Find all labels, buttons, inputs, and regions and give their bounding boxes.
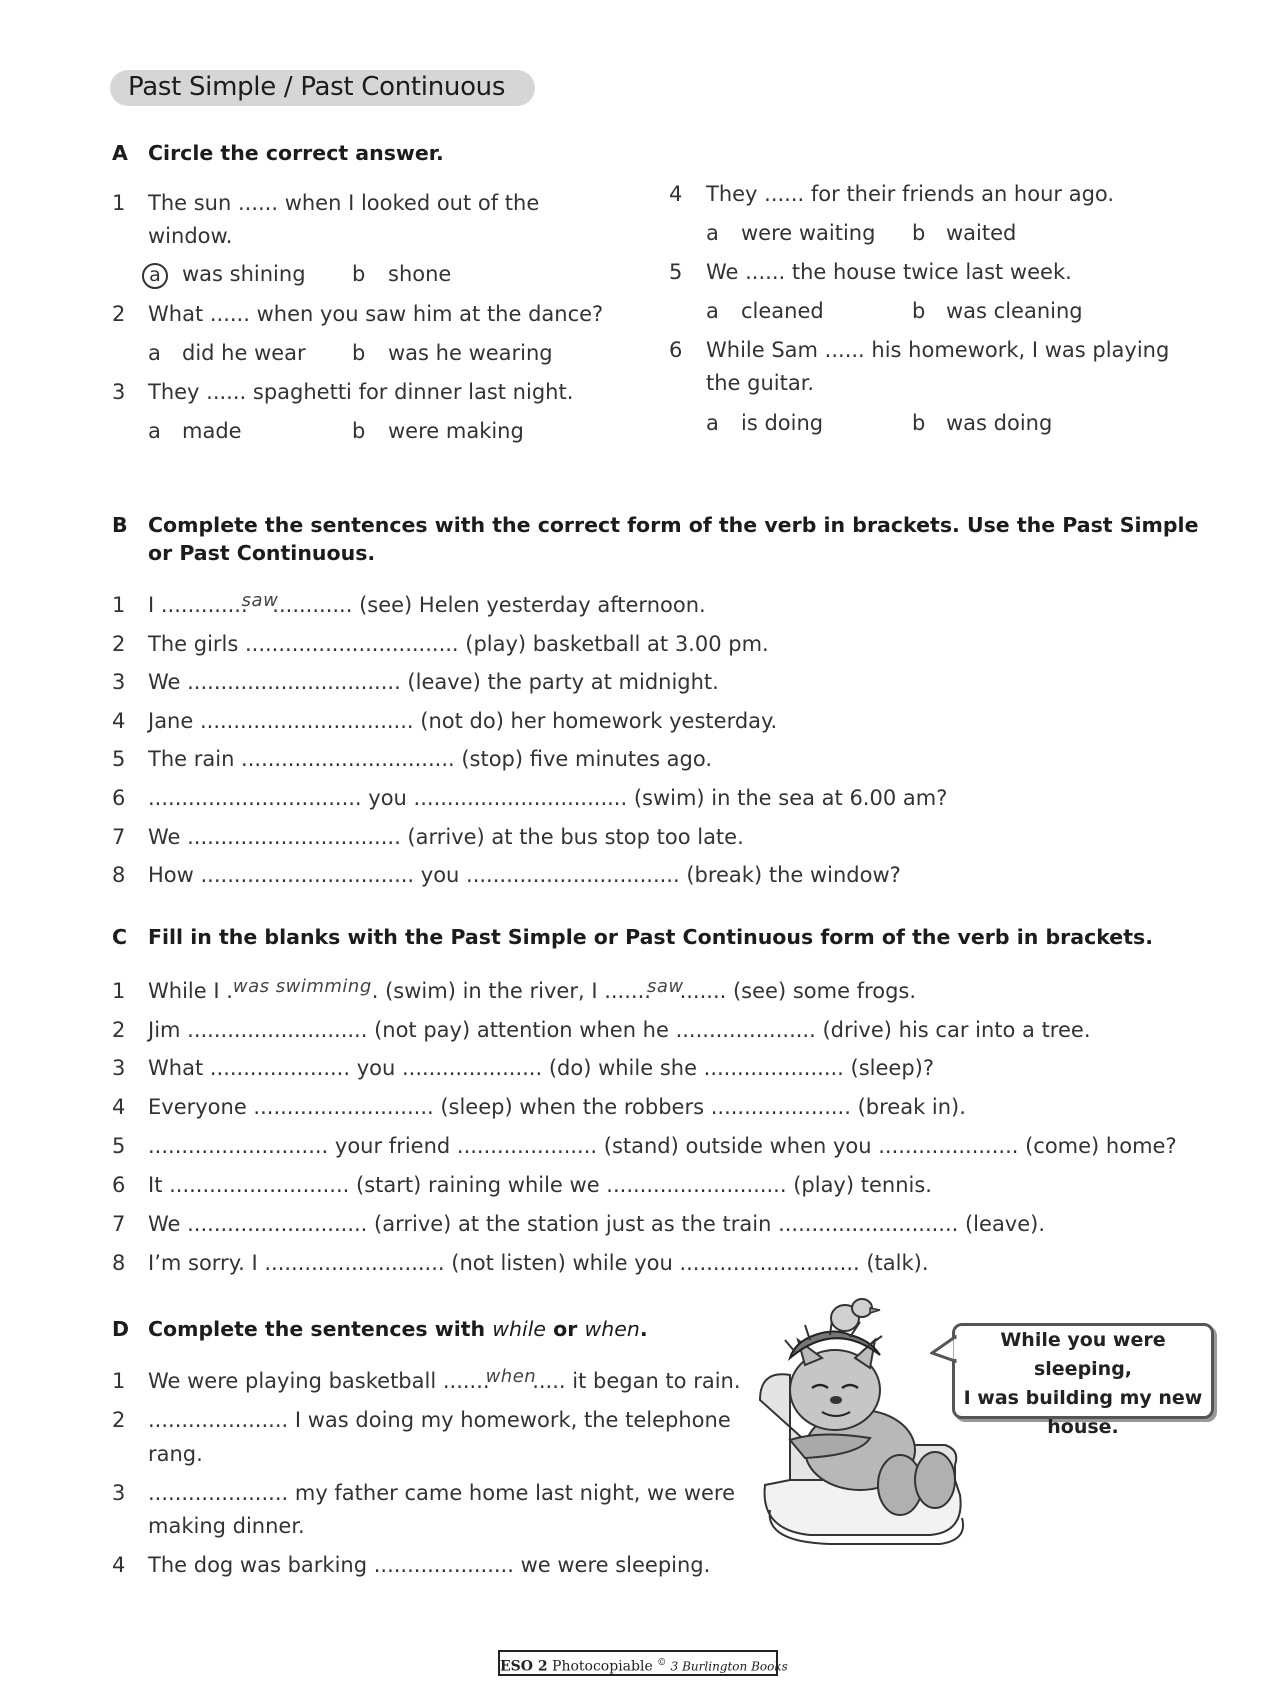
sentence-line: It ........................... (start) raining while we ........................... (play) tennis. <box>148 1173 932 1197</box>
item-number: 1 <box>112 191 126 215</box>
item-number: 8 <box>112 1251 126 1275</box>
option-a-letter[interactable]: a <box>148 419 161 443</box>
question-text: the guitar. <box>706 371 815 395</box>
question-text: The sun ...... when I looked out of the <box>148 191 540 215</box>
sentence-line: We were playing basketball .......when..... it began to rain. <box>148 1366 741 1393</box>
sentence-line: Jim ........................... (not pay) attention when he ..................... (drive) his car into a tree. <box>148 1018 1091 1042</box>
item-number: 4 <box>112 1553 126 1577</box>
item-number: 4 <box>669 182 683 206</box>
sentence-line: We ................................ (arrive) at the bus stop too late. <box>148 825 744 849</box>
item-number: 3 <box>112 1481 126 1505</box>
handwritten-answer: when <box>485 1366 537 1387</box>
option-b-letter[interactable]: b <box>352 262 366 286</box>
option-a-letter[interactable] <box>142 262 168 289</box>
item-number: 5 <box>112 1134 126 1158</box>
question-text: They ...... spaghetti for dinner last night. <box>148 380 574 404</box>
section-instruction: Fill in the blanks with the Past Simple or Past Continuous form of the verb in brackets. <box>148 925 1153 949</box>
section-letter: B <box>112 513 128 537</box>
item-number: 6 <box>669 338 683 362</box>
option-b-letter[interactable]: b <box>352 341 366 365</box>
section-letter: A <box>112 141 128 165</box>
item-number: 4 <box>112 1095 126 1119</box>
sentence-line: Jane ................................ (not do) her homework yesterday. <box>148 709 778 733</box>
sentence-line: ........................... your friend ..................... (stand) outside when you ..................... (come) home? <box>148 1134 1177 1158</box>
handwritten-answer: saw <box>646 976 684 997</box>
item-number: 7 <box>112 1212 126 1236</box>
item-number: 1 <box>112 1369 126 1393</box>
sentence-line: making dinner. <box>148 1514 305 1538</box>
page-title: Past Simple / Past Continuous <box>128 72 506 102</box>
item-number: 2 <box>112 302 126 326</box>
bubble-line: I was building my new <box>963 1387 1203 1409</box>
question-text: window. <box>148 224 233 248</box>
option-a-letter[interactable]: a <box>706 299 719 323</box>
option-b-text[interactable]: were making <box>388 419 524 443</box>
sentence-line: How ................................ you ................................ (break) the window? <box>148 863 901 887</box>
option-a-text[interactable]: made <box>182 419 242 443</box>
sentence-line: ..................... my father came home last night, we were <box>148 1481 736 1505</box>
option-b-letter[interactable]: b <box>352 419 366 443</box>
option-b-text[interactable]: shone <box>388 262 452 286</box>
item-number: 6 <box>112 786 126 810</box>
bubble-tail <box>930 1335 958 1365</box>
section-instruction: Circle the correct answer. <box>148 141 444 165</box>
sentence-line: While I .was swimming. (swim) in the river, I .......saw....... (see) some frogs. <box>148 976 917 1003</box>
sentence-line: ..................... I was doing my homework, the telephone <box>148 1408 731 1432</box>
item-number: 6 <box>112 1173 126 1197</box>
sentence-line: ................................ you ................................ (swim) in the sea at 6.00 am? <box>148 786 948 810</box>
option-b-letter[interactable]: b <box>912 221 926 245</box>
sentence-line: We ........................... (arrive) at the station just as the train ........................... (leave). <box>148 1212 1046 1236</box>
item-number: 4 <box>112 709 126 733</box>
cat-armchair-illustration <box>750 1280 970 1550</box>
sentence-line: We ................................ (leave) the party at midnight. <box>148 670 719 694</box>
item-number: 5 <box>669 260 683 284</box>
option-a-text[interactable]: cleaned <box>741 299 824 323</box>
sentence-line: Everyone ........................... (sleep) when the robbers ..................... (break in). <box>148 1095 966 1119</box>
item-number: 5 <box>112 747 126 771</box>
option-b-text[interactable]: waited <box>946 221 1017 245</box>
question-text: We ...... the house twice last week. <box>706 260 1072 284</box>
option-b-text[interactable]: was doing <box>946 411 1053 435</box>
sentence-line: I’m sorry. I ........................... (not listen) while you ........................... (talk). <box>148 1251 929 1275</box>
section-instruction-cont: or Past Continuous. <box>148 541 376 565</box>
section-instruction: Complete the sentences with while or when. <box>148 1317 648 1341</box>
sentence-line: I .............saw............ (see) Helen yesterday afternoon. <box>148 590 706 617</box>
item-number: 3 <box>112 670 126 694</box>
item-number: 1 <box>112 593 126 617</box>
question-text: They ...... for their friends an hour ago. <box>706 182 1115 206</box>
option-b-letter[interactable]: b <box>912 411 926 435</box>
option-a-text[interactable]: were waiting <box>741 221 876 245</box>
item-number: 1 <box>112 979 126 1003</box>
option-b-text[interactable]: was cleaning <box>946 299 1083 323</box>
sentence-line: The dog was barking ..................... we were sleeping. <box>148 1553 711 1577</box>
item-number: 2 <box>112 632 126 656</box>
section-instruction: Complete the sentences with the correct form of the verb in brackets. Use the Past Simple <box>148 513 1199 537</box>
section-letter: D <box>112 1317 130 1341</box>
option-a-letter[interactable]: a <box>148 341 161 365</box>
question-text: While Sam ...... his homework, I was playing <box>706 338 1170 362</box>
item-number: 3 <box>112 1056 126 1080</box>
item-number: 3 <box>112 380 126 404</box>
question-text: What ...... when you saw him at the dance? <box>148 302 604 326</box>
option-a-letter[interactable]: a <box>706 411 719 435</box>
option-b-text[interactable]: was he wearing <box>388 341 553 365</box>
item-number: 2 <box>112 1018 126 1042</box>
sentence-line: What ..................... you ..................... (do) while she ..................... (sleep)? <box>148 1056 934 1080</box>
option-a-text[interactable]: was shining <box>182 262 306 286</box>
item-number: 7 <box>112 825 126 849</box>
section-letter: C <box>112 925 128 949</box>
handwritten-answer: was swimming <box>232 976 372 997</box>
option-a-letter[interactable]: a <box>706 221 719 245</box>
sentence-line: The rain ................................ (stop) five minutes ago. <box>148 747 713 771</box>
bubble-line: While you were sleeping, <box>1000 1329 1166 1380</box>
footer-credit: ESO 2 Photocopiable © 3 Burlington Books <box>498 1650 778 1676</box>
option-b-letter[interactable]: b <box>912 299 926 323</box>
item-number: 8 <box>112 863 126 887</box>
option-a-text[interactable]: did he wear <box>182 341 306 365</box>
sentence-line: The girls ................................ (play) basketball at 3.00 pm. <box>148 632 769 656</box>
sentence-line: rang. <box>148 1442 203 1466</box>
speech-bubble <box>952 1323 1214 1438</box>
circled-answer-mark: a <box>142 263 168 289</box>
item-number: 2 <box>112 1408 126 1432</box>
bubble-line: house. <box>1047 1416 1119 1438</box>
option-a-text[interactable]: is doing <box>741 411 824 435</box>
handwritten-answer: saw <box>241 590 279 611</box>
